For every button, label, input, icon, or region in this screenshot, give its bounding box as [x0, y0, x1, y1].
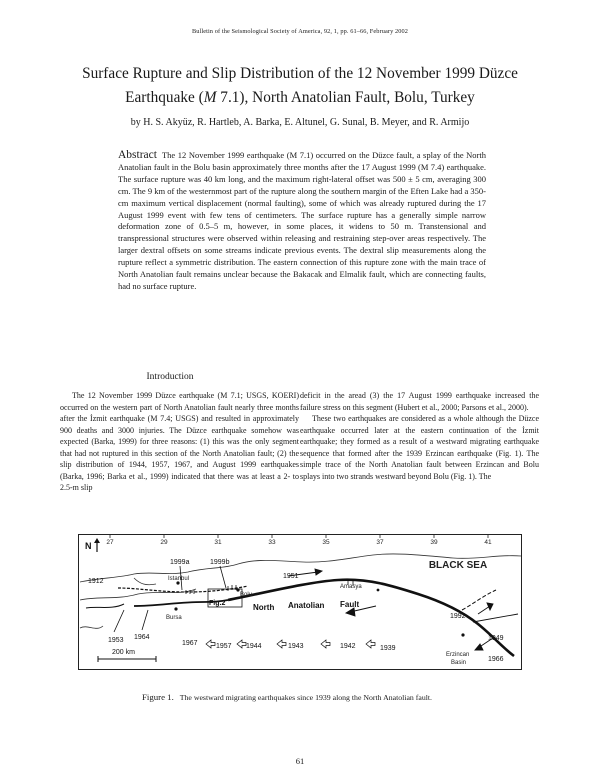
figure-caption-label: Figure 1.: [142, 692, 174, 702]
city-label: Bolu: [240, 592, 253, 598]
intro-paragraph-1-continued: deficit in the aread (3) the 17 August 1999 earthquake increased the failure stress on this segment (Hubert et al., 2000; Parsons et al., 2000).: [300, 391, 539, 412]
author-list: by H. S. Akyüz, R. Hartleb, A. Barka, E. Altunel, G. Sunal, B. Meyer, and R. Armijo: [130, 117, 470, 128]
city-label: Erzincan: [446, 652, 470, 658]
earthquake-year-label: 1964: [134, 634, 150, 641]
svg-text:N: N: [85, 541, 92, 551]
earthquake-year-label: 1951: [283, 573, 299, 580]
longitude-label: 41: [484, 539, 492, 546]
abstract: [118, 150, 486, 293]
fault-name-label: Fault: [340, 600, 360, 609]
abstract-text: The 12 November 1999 earthquake (M 7.1) occurred on the Düzce fault, a splay of the North Anatolian fault in the Bolu basin approximately three months after the 17 August 1999 (M 7.4) earthquake. The surface rupture was 40 km long, and the maximum right-lateral offset was 500 ± 5 cm, averaging 300 cm. The 9 km of the westernmost part of the rupture along the southern margin of the Eften Lake had a 350-cm maximum vertical displacement (normal faulting), some of which was already ruptured during the 17 August 1999 event with few tens of centimeters. The surface rupture has a generally simple narrow deformation zone of 0.5–5 m, however, in some places, it widens to 50 m. Transtensional and transpressional structures were observed within releasing and restraining step-over areas respectively. The larger dextral offsets on some streams indicate previous events. The dextral slip measurements along the rupture reflect a symmetric distribution. The eastern connection of this rupture zone with the main trace of North Anatolian fault remains unclear because the Bakacak and Elmalik fault, which are connecting faults, had no surface rupture.: [118, 150, 486, 291]
city-label: Basin: [451, 660, 467, 666]
longitude-label: 27: [106, 539, 114, 546]
figure-caption-text: The westward migrating earthquakes since 1939 along the North Anatolian fault.: [179, 693, 433, 702]
earthquake-year-label: 1949: [488, 635, 504, 642]
fault-name-label: Anatolian: [288, 601, 325, 610]
longitude-label: 37: [376, 539, 384, 546]
journal-citation: Bulletin of the Seismological Society of America, 92, 1, pp. 61–66, February 2002: [191, 28, 409, 35]
body-column-right: [300, 390, 539, 482]
city-label: Amasya: [340, 584, 362, 590]
earthquake-year-label: 1999a: [170, 559, 190, 566]
sea-label: BLACK SEA: [428, 560, 488, 571]
intro-paragraph-2: These two earthquakes are considered as a whole although the Düzce earthquake occurred later at the eastern continuation of the İzmit earthquake; they formed as a result of a westward migrating earthquake sequence that formed after the 1939 Erzincan earthquake (Fig. 1). The simple trace of the North Anatolian fault between Erzincan and Bolu splays into two strands westward beyond Bolu (Fig. 1). The: [300, 414, 539, 481]
earthquake-year-label: 1957: [216, 643, 232, 650]
earthquake-year-label: 1939: [380, 645, 396, 652]
city-label: Bursa: [166, 615, 182, 621]
earthquake-year-label: 1999b: [210, 559, 230, 566]
fault-map-figure: [78, 534, 522, 670]
city-label: Istanbul: [168, 576, 190, 582]
earthquake-year-label: 1912: [88, 578, 104, 585]
title-line-2: Earthquake (M 7.1), North Anatolian Fault, Bolu, Turkey: [125, 89, 475, 106]
longitude-label: 39: [430, 539, 438, 546]
earthquake-year-label: 1966: [488, 656, 504, 663]
scale-label: 200 km: [112, 649, 135, 656]
earthquake-year-label: 1944: [246, 643, 262, 650]
longitude-label: 33: [268, 539, 276, 546]
intro-paragraph-1: The 12 November 1999 Düzce earthquake (M 7.1; USGS, KOERI) occurred on the western part of North Anatolian fault nearly three months after the İzmit earthquake (M 7.4; USGS) and resulted in approximately 900 deaths and 3000 injuries. The Düzce earthquake somehow was expected (Barka, 1999) for three reasons: (1) this was the only segment that had not ruptured in this section of the North Anatolian fault; (2) the slip distribution of 1944, 1957, 1967, and August 1999 earthquakes (Barka, 1996; Barka et al., 1999) indicated that there was at least a 2- to 2.5-m slip: [60, 391, 299, 493]
figure-caption: [142, 692, 452, 703]
longitude-label: 29: [160, 539, 168, 546]
page-number: 61: [295, 756, 305, 766]
longitude-label: 31: [214, 539, 222, 546]
earthquake-year-label: 1942: [340, 643, 356, 650]
section-heading-introduction: Introduction: [146, 372, 194, 382]
longitude-label: 35: [322, 539, 330, 546]
body-column-left: [60, 390, 299, 494]
paper-title: [40, 62, 560, 110]
fig2-label: Fig.2: [209, 600, 226, 607]
title-line-1: Surface Rupture and Slip Distribution of the 12 November 1999 Düzce: [82, 65, 518, 82]
earthquake-year-label: 1992: [450, 613, 466, 620]
fault-name-label: North: [253, 603, 275, 612]
earthquake-year-label: 1953: [108, 637, 124, 644]
abstract-heading: Abstract: [118, 149, 157, 161]
earthquake-year-label: 1967: [182, 640, 198, 647]
earthquake-year-label: 1943: [288, 643, 304, 650]
